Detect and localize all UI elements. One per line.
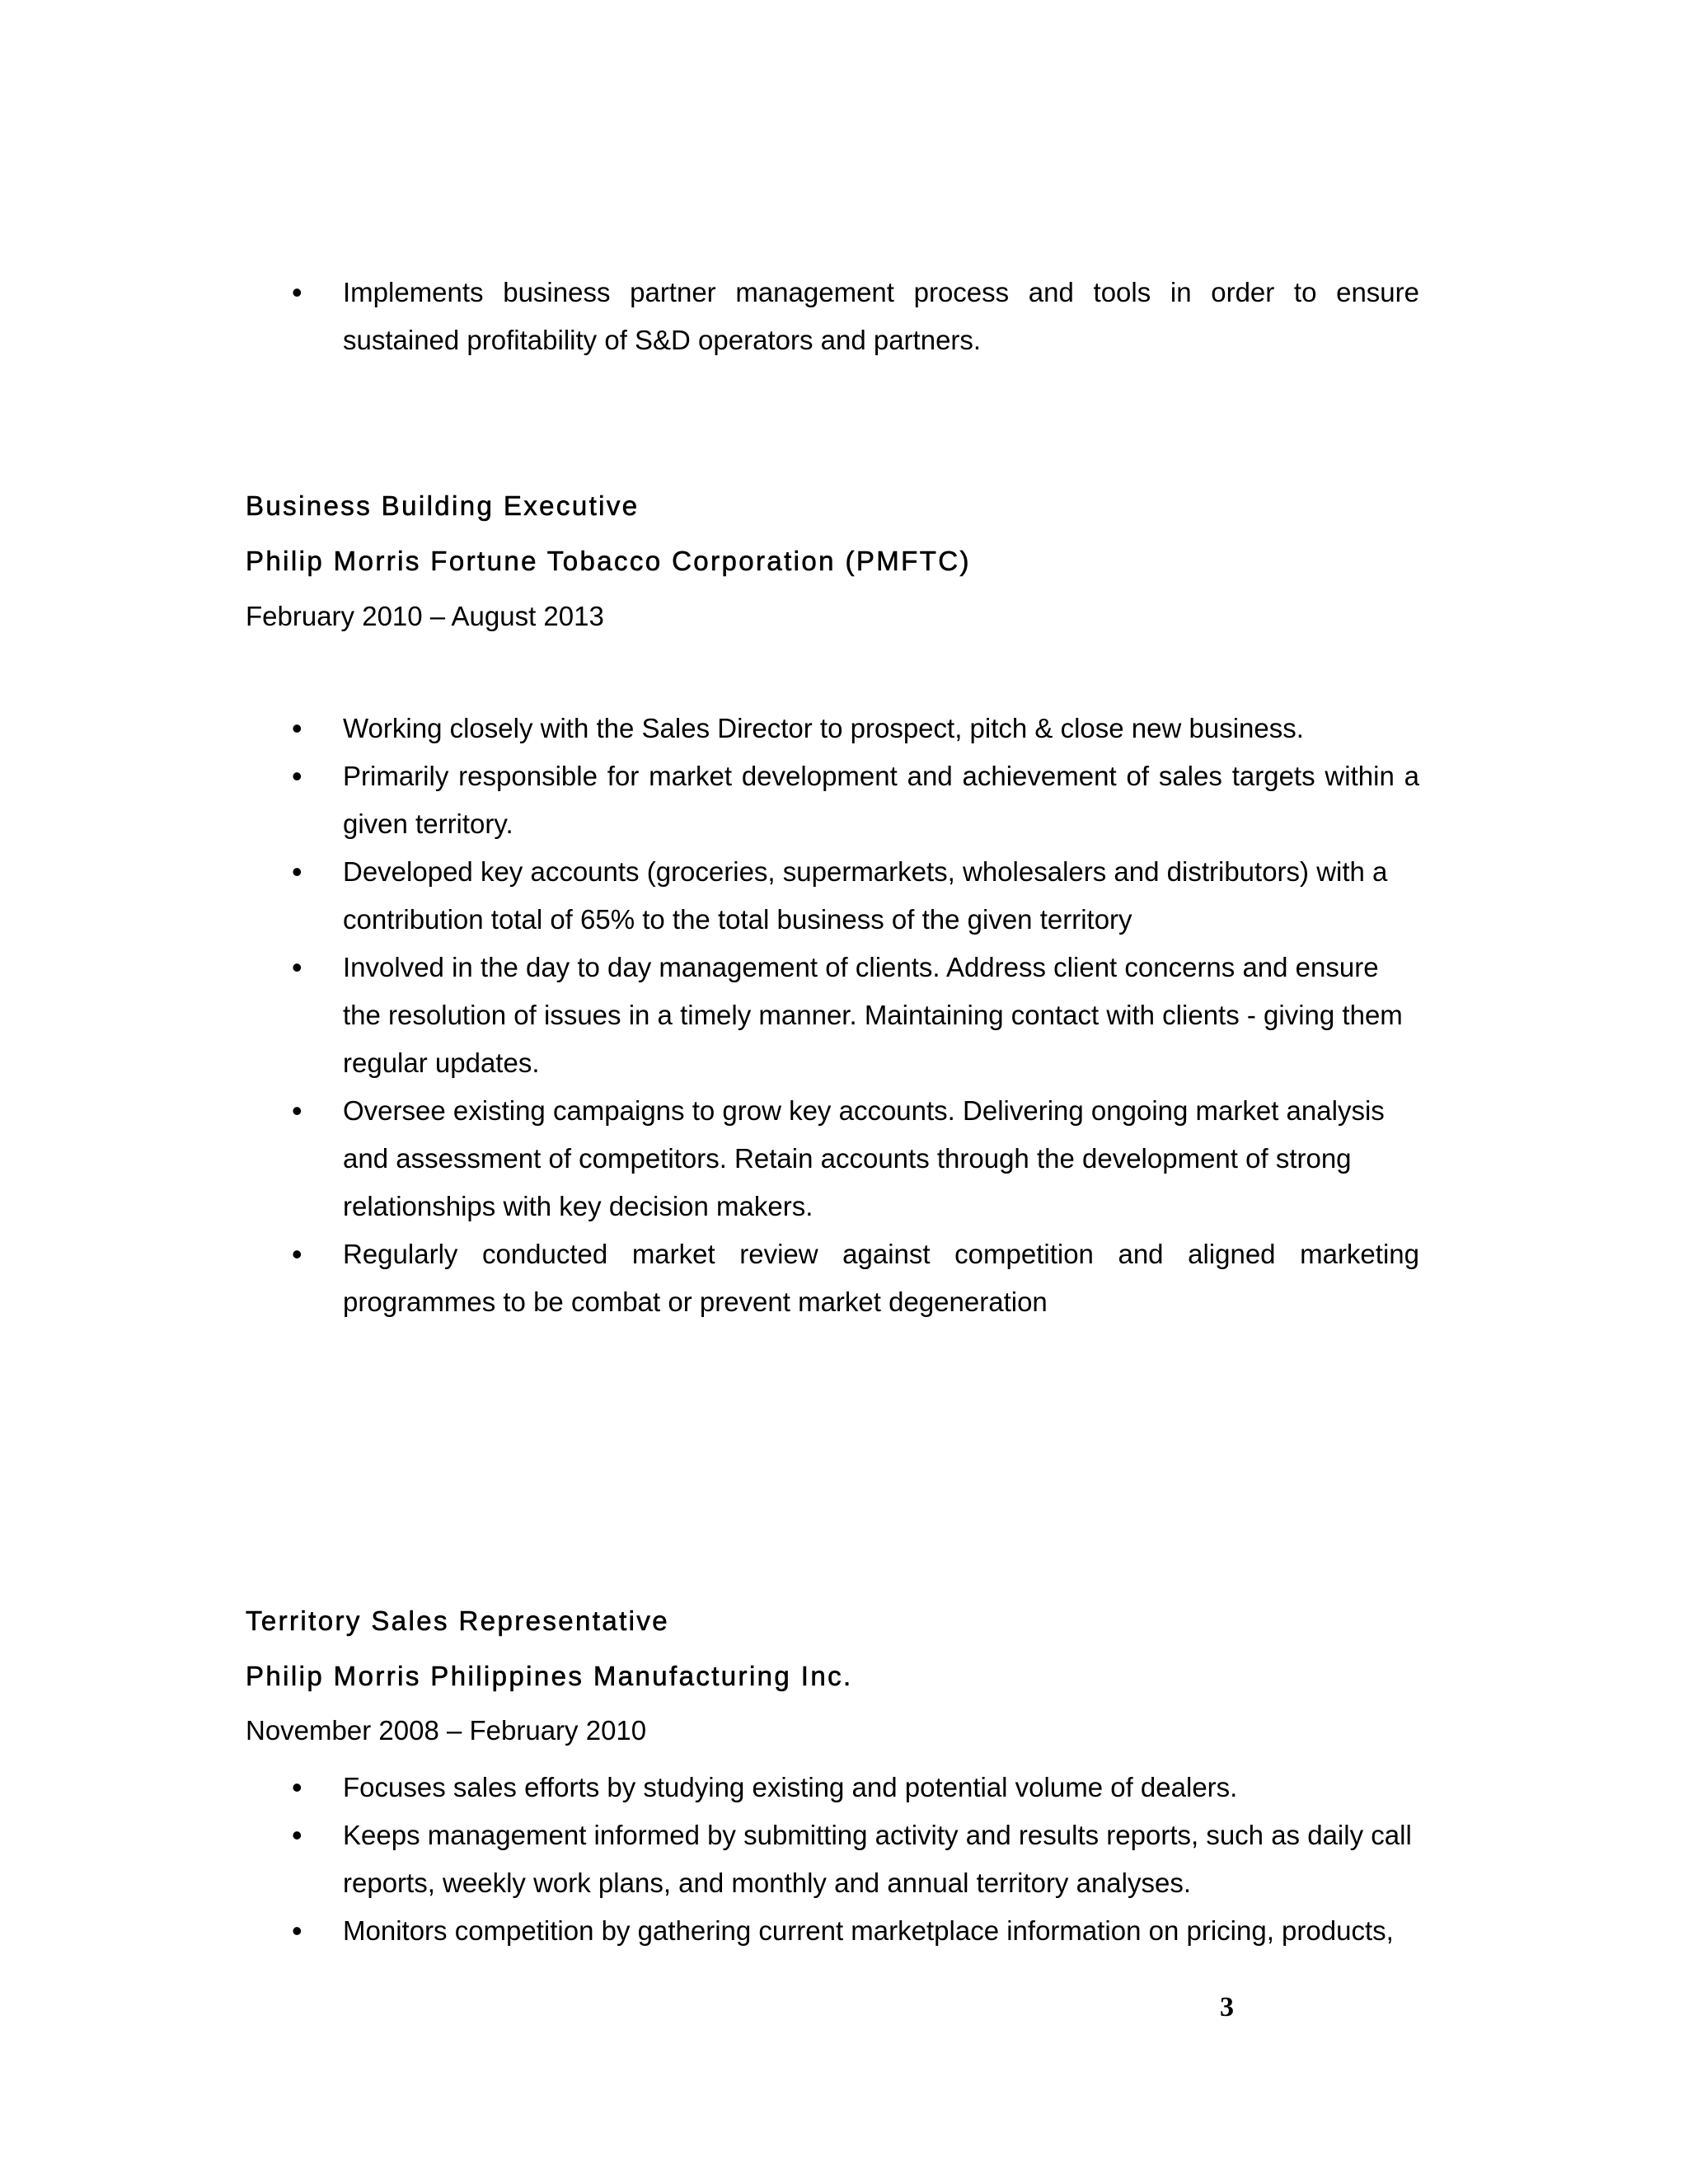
bullet-icon: • — [292, 1237, 302, 1271]
job-company-pmpmi — [246, 1658, 1419, 1694]
list-item — [246, 752, 1419, 848]
job-header-business-building-executive — [246, 488, 1419, 524]
bullet-text: Working closely with the Sales Director to prospect, pitch & close new business. — [343, 713, 1304, 743]
company-name: Philip Morris Philippines Manufacturing Inc. — [246, 1661, 853, 1691]
bullet-icon: • — [292, 950, 302, 984]
bullet-text: Implements business partner management process and tools in order to ensure sustained profitability of S&D operators and partners. — [343, 277, 1419, 355]
bullet-icon: • — [292, 759, 302, 793]
bullet-icon: • — [292, 1770, 302, 1804]
bullet-icon: • — [292, 1094, 302, 1127]
bullet-text: Keeps management informed by submitting activity and results reports, such as daily call reports, weekly work plans, and monthly and annual territory analyses. — [343, 1820, 1412, 1898]
bullet-text: Focuses sales efforts by studying existing and potential volume of dealers. — [343, 1772, 1238, 1802]
bullet-text: Primarily responsible for market development and achievement of sales targets within a given territory. — [343, 761, 1419, 839]
list-item — [246, 1230, 1419, 1326]
bullet-icon: • — [292, 1914, 302, 1947]
job-2-bullet-list — [246, 1764, 1419, 1955]
list-item — [246, 705, 1419, 752]
list-item — [246, 1811, 1419, 1907]
employment-dates: November 2008 – February 2010 — [246, 1715, 647, 1746]
bullet-icon: • — [292, 855, 302, 888]
job-header-territory-sales-representative — [246, 1603, 1419, 1639]
list-item — [246, 269, 1419, 364]
job-dates-2 — [246, 1713, 1419, 1749]
bullet-text: Developed key accounts (groceries, supermarkets, wholesalers and distributors) with a contribution total of 65% to the total business of the given territory — [343, 856, 1388, 935]
bullet-icon: • — [292, 711, 302, 745]
list-item — [246, 1087, 1419, 1230]
job-title: Business Building Executive — [246, 490, 640, 521]
list-item — [246, 1764, 1419, 1811]
bullet-text: Involved in the day to day management of clients. Address client concerns and ensure the resolution of issues in a timely manner. Maintaining contact with clients - giving them regular updates. — [343, 952, 1403, 1078]
job-1-bullet-list — [246, 705, 1419, 1326]
company-name: Philip Morris Fortune Tobacco Corporation (PMFTC) — [246, 546, 971, 576]
intro-bullet-list — [246, 269, 1419, 364]
bullet-text: Monitors competition by gathering current marketplace information on pricing, products, — [343, 1915, 1394, 1946]
list-item — [246, 1907, 1419, 1955]
list-item — [246, 848, 1419, 944]
page-number: 3 — [1220, 1992, 1234, 2022]
bullet-text: Oversee existing campaigns to grow key accounts. Delivering ongoing market analysis and assessment of competitors. Retain accounts through the development of strong relationships with key decision makers. — [343, 1095, 1385, 1221]
job-company-pmftc — [246, 543, 1419, 579]
job-dates-1 — [246, 598, 1419, 635]
bullet-text: Regularly conducted market review against competition and aligned marketing programmes to be combat or prevent market degeneration — [343, 1239, 1419, 1317]
list-item — [246, 944, 1419, 1087]
job-title: Territory Sales Representative — [246, 1605, 670, 1636]
employment-dates: February 2010 – August 2013 — [246, 601, 604, 631]
bullet-icon: • — [292, 275, 302, 309]
bullet-icon: • — [292, 1818, 302, 1852]
